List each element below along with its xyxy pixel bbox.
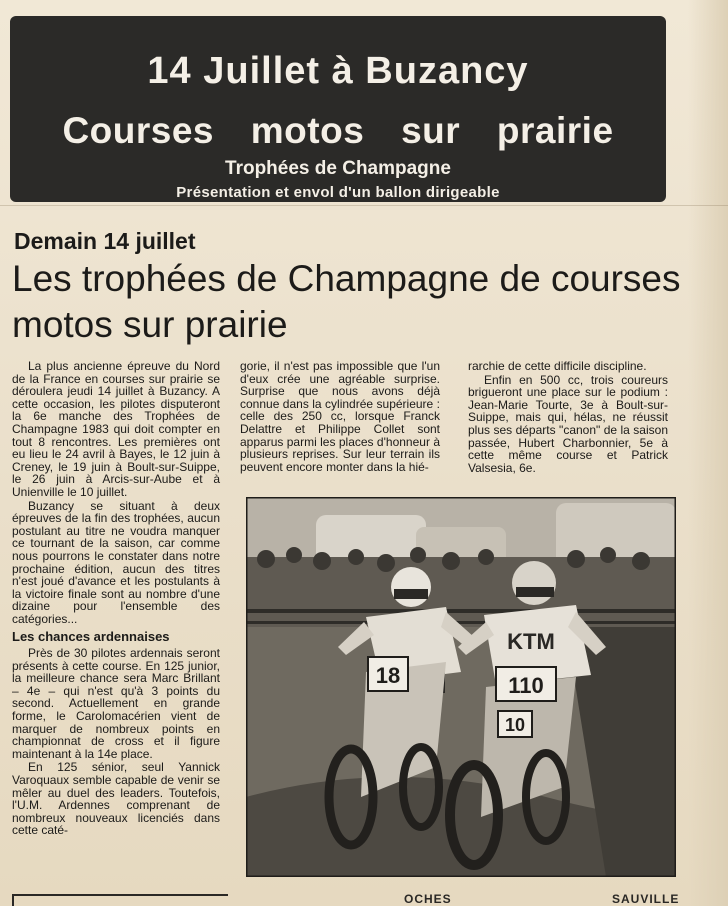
- article-column-3: [468, 360, 668, 475]
- paper-edge: [688, 0, 728, 906]
- article-column-1: [12, 360, 220, 838]
- cropped-heading-left: OCHES: [404, 892, 452, 906]
- motocross-photo: [246, 497, 676, 877]
- article-kicker: Demain 14 juillet: [14, 228, 196, 254]
- paragraph: Buzancy se situant à deux épreuves de la fin des trophées, aucun postulant au titre ne voudra manquer ce tournant de la saison, car comme nous pourrons le constater dans notre prochaine édition, aucun des titres n'est joué d'avance et les postulants à la victoire finale sont au nombre d'une dizaine pour l'ensemble des catégories...: [12, 498, 220, 626]
- next-article-border: [12, 894, 228, 906]
- bib-number-right: 110: [508, 673, 544, 698]
- banner-title: 14 Juillet à Buzancy: [147, 50, 529, 92]
- fold-line: [0, 205, 728, 206]
- paragraph: La plus ancienne épreuve du Nord de la France en courses sur prairie se déroulera jeudi 14 juillet à Buzancy. A cette occasion, les pilotes disputeront la 6e manche des Trophées de Champagne 1983 qui doit compter en tout 8 rencontres. Les premières ont eu lieu le 24 avril à Bayes, le 12 juin à Creney, le 19 juin à Boult-sur-Suippe, le 26 juin à Arcis-sur-Aube et à Unienville le 10 juillet.: [12, 359, 220, 499]
- article-column-2: [240, 360, 440, 474]
- article-subhead: Les chances ardennaises: [12, 629, 170, 645]
- motocross-photo-illustration: [246, 497, 676, 877]
- bib-number-left: 18: [375, 663, 401, 688]
- paragraph: En 125 sénior, seul Yannick Varoquaux semble capable de venir se mêler au duel des leaders. Toutefois, l'U.M. Ardennes comprenant de nombreux nouveaux licenciés dans cette caté-: [12, 760, 220, 838]
- bib-number-right-lower: 10: [504, 715, 526, 735]
- article-headline: Les trophées de Champagne de courses motos sur prairie: [12, 258, 681, 345]
- banner-trophy-line: Trophées de Champagne: [225, 158, 451, 179]
- paragraph: rarchie de cette difficile discipline.: [468, 359, 647, 373]
- paragraph: Près de 30 pilotes ardennais seront présents à cette course. En 125 junior, la meilleure chance sera Marc Brillant – 4e – qui n'est qu'à 3 points du second. Actuellement en grande forme, le Carolomacérien vient de marquer de nombreux points en championnat de cross et il figure maintenant à la 14e place.: [12, 646, 220, 761]
- cropped-heading-right: SAUVILLE: [612, 892, 680, 906]
- paragraph: gorie, il n'est pas impossible que l'un d'eux crée une agréable surprise. Surprise que nous avons déjà connue dans la cylindrée supérieure : celle des 250 cc, lorsque Franck Delattre et Philippe Collet sont apparus parmi les places d'honneur à plusieurs reprises. Sur leur terrain ils peuvent encore monter dans la hié-: [240, 359, 440, 474]
- paragraph: Enfin en 500 cc, trois coureurs brigueront une place sur le podium : Jean-Marie Tourte, 3e à Boult-sur-Suippe, mais qui, hélas, ne réussit plus ses départs "canon" de la saison passée, Hubert Charbonnier, 5e à cette même course et Patrick Valsesia, 6e.: [468, 372, 668, 475]
- banner-subtitle: Courses motos sur prairie: [62, 110, 614, 151]
- event-banner: [10, 16, 666, 202]
- banner-tagline: Présentation et envol d'un ballon dirigeable: [176, 184, 500, 201]
- jersey-logo: KTM: [507, 629, 555, 654]
